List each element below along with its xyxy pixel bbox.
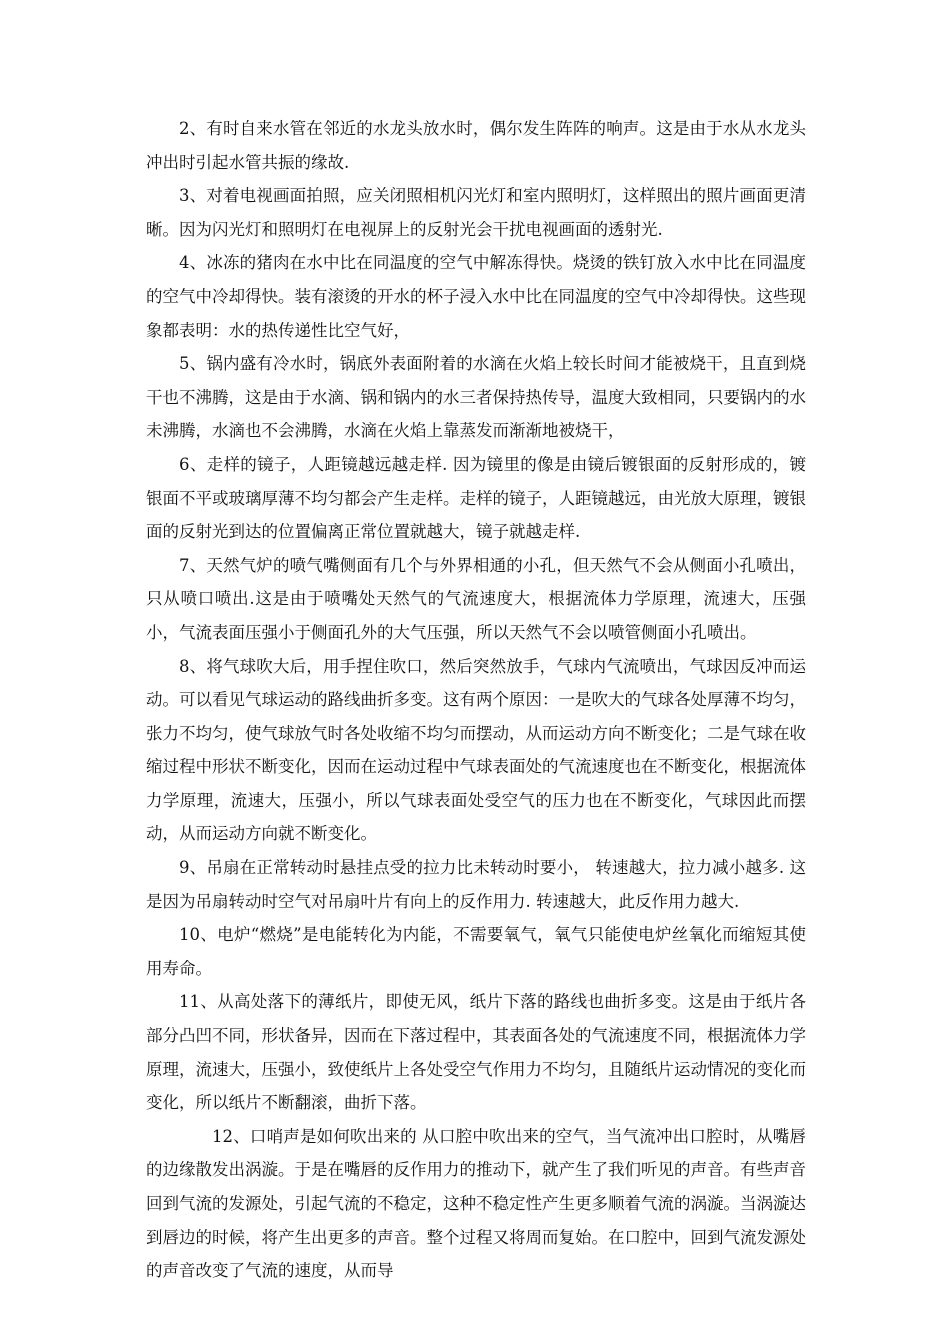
paragraph-6: 6、走样的镜子，人距镜越远越走样. 因为镜里的像是由镜后镀银面的反射形成的，镀银面不平或玻璃厚薄不均匀都会产生走样。走样的镜子，人距镜越远，由光放大原理，镀银面的反射光到达的位置偏离正常位置就越大，镜子就越走样. bbox=[146, 454, 806, 542]
paragraph-5: 5、锅内盛有冷水时，锅底外表面附着的水滴在火焰上较长时间才能被烧干，且直到烧干也不沸腾，这是由于水滴、锅和锅内的水三者保持热传导，温度大致相同，只要锅内的水未沸腾，水滴也不会沸腾，水滴在火焰上靠蒸发而渐渐地被烧干， bbox=[146, 354, 806, 441]
paragraph-4: 4、冰冻的猪肉在水中比在同温度的空气中解冻得快。烧烫的铁钉放入水中比在同温度的空气中冷却得快。装有滚烫的开水的杯子浸入水中比在同温度的空气中冷却得快。这些现象都表明：水的热传递性比空气好， bbox=[146, 253, 806, 340]
paragraph-8: 8、将气球吹大后，用手捏住吹口，然后突然放手，气球内气流喷出，气球因反冲而运动。可以看见气球运动的路线曲折多变。这有两个原因：一是吹大的气球各处厚薄不均匀，张力不均匀，使气球放气时各处收缩不均匀而摆动，从而运动方向不断变化；二是气球在收缩过程中形状不断变化，因而在运动过程中气球表面处的气流速度也在不断变化，根据流体力学原理，流速大，压强小，所以气球表面处受空气的压力也在不断变化，气球因此而摆动，从而运动方向就不断变化。 bbox=[146, 656, 806, 844]
paragraph-10: 10、电炉“燃烧”是电能转化为内能，不需要氧气，氧气只能使电炉丝氧化而缩短其使用寿命。 bbox=[146, 925, 806, 978]
document-body bbox=[146, 112, 806, 1288]
paragraph-11: 11、从高处落下的薄纸片，即使无风，纸片下落的路线也曲折多变。这是由于纸片各部分凸凹不同，形状备异，因而在下落过程中，其表面各处的气流速度不同，根据流体力学原理，流速大，压强小，致使纸片上各处受空气作用力不均匀，且随纸片运动情况的变化而变化，所以纸片不断翻滚，曲折下落。 bbox=[146, 992, 806, 1113]
paragraph-12: 12、口哨声是如何吹出来的 从口腔中吹出来的空气，当气流冲出口腔时，从嘴唇的边缘散发出涡漩。于是在嘴唇的反作用力的推动下，就产生了我们听见的声音。有些声音回到气流的发源处，引起气流的不稳定，这种不稳定性产生更多顺着气流的涡漩。当涡漩达到唇边的时候，将产生出更多的声音。整个过程又将周而复始。在口腔中，回到气流发源处的声音改变了气流的速度，从而导 bbox=[146, 1126, 806, 1281]
paragraph-9: 9、吊扇在正常转动时悬挂点受的拉力比未转动时要小， 转速越大，拉力减小越多. 这是因为吊扇转动时空气对吊扇叶片有向上的反作用力. 转速越大，此反作用力越大. bbox=[146, 858, 806, 911]
paragraph-3: 3、对着电视画面拍照，应关闭照相机闪光灯和室内照明灯，这样照出的照片画面更清晰。因为闪光灯和照明灯在电视屏上的反射光会干扰电视画面的透射光. bbox=[146, 186, 806, 239]
paragraph-2: 2、有时自来水管在邻近的水龙头放水时，偶尔发生阵阵的响声。这是由于水从水龙头冲出时引起水管共振的缘故. bbox=[146, 119, 806, 172]
paragraph-7: 7、天然气炉的喷气嘴侧面有几个与外界相通的小孔，但天然气不会从侧面小孔喷出， 只从喷口喷出.这是由于喷嘴处天然气的气流速度大，根据流体力学原理，流速大，压强小，气流表面压强小于侧面孔外的大气压强，所以天然气不会以喷管侧面小孔喷出。 bbox=[146, 555, 806, 642]
